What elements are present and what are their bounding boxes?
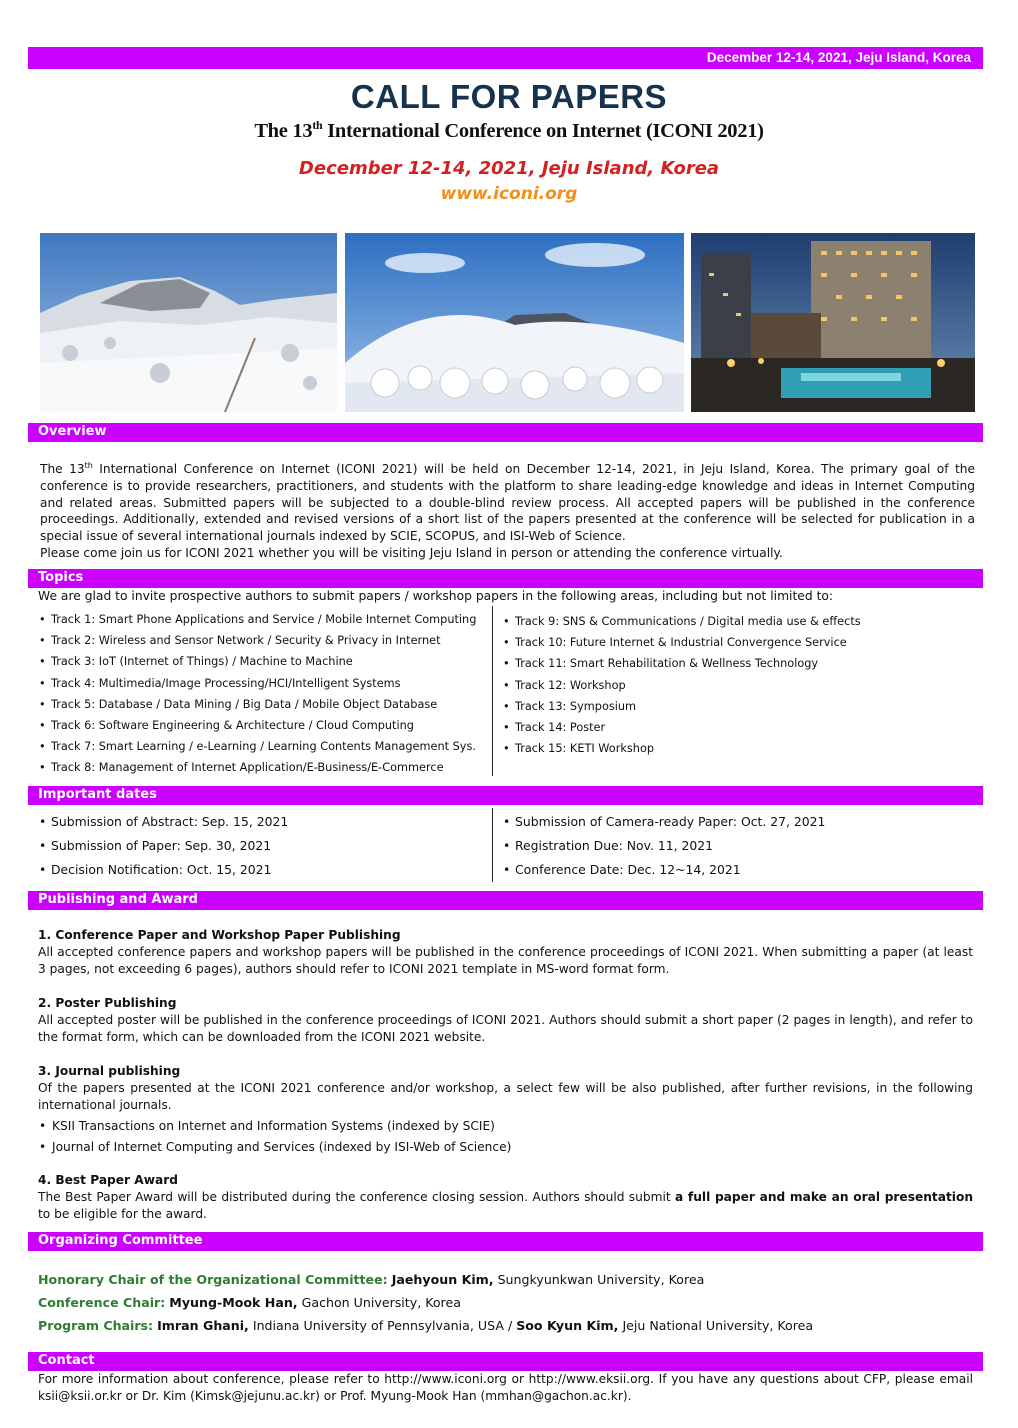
committee-name: Myung-Mook Han, [169, 1295, 298, 1310]
dates-list-right [502, 810, 972, 882]
committee-name: Imran Ghani, [157, 1318, 249, 1333]
page-title: CALL FOR PAPERS [350, 78, 668, 115]
list-item: • Track 14: Poster [502, 717, 972, 738]
publishing-text [38, 1189, 973, 1223]
conference-subtitle [0, 118, 1018, 143]
committee-affiliation: Indiana University of Pennsylvania, USA / [248, 1318, 517, 1333]
snowy-volcano-photo [345, 233, 684, 412]
overview-sup: th [84, 461, 93, 470]
list-item: • Track 10: Future Internet & Industrial Convergence Service [502, 632, 972, 653]
award-text-part: to be eligible for the award. [38, 1207, 207, 1221]
top-banner [28, 47, 983, 69]
subtitle-part: The 13 [254, 119, 313, 142]
committee-name: Soo Kyun Kim, [516, 1318, 619, 1333]
list-item: • Track 6: Software Engineering & Architecture / Cloud Computing [38, 715, 488, 736]
publishing-heading: 4. Best Paper Award [38, 1173, 178, 1187]
committee-role: Honorary Chair of the Organizational Committee: [38, 1272, 388, 1287]
committee-role: Conference Chair: [38, 1295, 166, 1310]
publishing-heading: 1. Conference Paper and Workshop Paper Publishing [38, 928, 401, 942]
list-item: • Track 12: Workshop [502, 675, 972, 696]
contact-section-header [28, 1352, 983, 1371]
list-item: • Track 1: Smart Phone Applications and Service / Mobile Internet Computing [38, 609, 488, 630]
topics-intro: We are glad to invite prospective authors to submit papers / workshop papers in the following areas, including but not limited to: [38, 589, 834, 603]
journal-list [38, 1116, 973, 1158]
section-title: Overview [38, 424, 107, 439]
overview-invitation: Please come join us for ICONI 2021 whether you will be visiting Jeju Island in person or attending the conference virtually. [40, 546, 783, 561]
publishing-heading: 3. Journal publishing [38, 1064, 181, 1078]
subtitle-part: International Conference on Internet (ICONI 2021) [322, 119, 764, 142]
list-item: • Track 15: KETI Workshop [502, 738, 972, 759]
section-title: Topics [38, 570, 84, 585]
list-item: • Track 5: Database / Data Mining / Big Data / Mobile Object Database [38, 694, 488, 715]
list-item: • Submission of Camera-ready Paper: Oct. 27, 2021 [502, 810, 972, 834]
committee-row-conference-chair [38, 1295, 461, 1310]
list-item: • Registration Due: Nov. 11, 2021 [502, 834, 972, 858]
section-title: Publishing and Award [38, 892, 198, 907]
committee-row-program-chairs [38, 1318, 813, 1333]
list-item: • Submission of Paper: Sep. 30, 2021 [38, 834, 488, 858]
overview-text-part: The 13 [40, 462, 85, 477]
list-item: • Track 9: SNS & Communications / Digital media use & effects [502, 611, 972, 632]
contact-text: For more information about conference, please refer to http://www.iconi.org or http://www.eksii.org. If you have any questions about CFP, please email ksii@ksii.or.kr or Dr. Kim (Kimsk@jejunu.ac.kr) or Prof. Myung-Mook Han (mmhan@gachon.ac.kr). [38, 1372, 973, 1403]
award-text-bold: a full paper and make an oral presentation [674, 1190, 973, 1204]
publishing-section-header [28, 891, 983, 910]
section-title: Organizing Committee [38, 1233, 203, 1248]
column-divider [492, 808, 493, 882]
overview-text-part: International Conference on Internet (ICONI 2021) will be held on December 12-14, 2021, in Jeju Island, Korea. The primary goal of the conference is to provide researchers, practitioners, and students with the platform to share leading-edge knowledge and ideas in Internet Computing and related areas. Submitted papers will be subjected to a double-blind review process. All accepted papers will be published in the conference proceedings. Additionally, extended and revised versions of a short list of the papers presented at the conference will be selected for publication in a special issue of several international journals indexed by SCIE, SCOPUS, and ISI-Web of Science. [40, 462, 975, 544]
committee-affiliation: Sungkyunkwan University, Korea [493, 1272, 705, 1287]
list-item: • Track 13: Symposium [502, 696, 972, 717]
list-item: • Submission of Abstract: Sep. 15, 2021 [38, 810, 488, 834]
dates-list-left [38, 810, 488, 882]
publishing-content [38, 927, 973, 1223]
section-title: Important dates [38, 787, 157, 802]
list-item: • Track 8: Management of Internet Application/E-Business/E-Commerce [38, 757, 488, 778]
topics-section-header [28, 569, 983, 588]
publishing-text: All accepted poster will be published in the conference proceedings of ICONI 2021. Authors should submit a short paper (2 pages in length), and refer to the format form, which can be downloaded from the ICONI 2021 website. [38, 1013, 973, 1044]
committee-affiliation: Gachon University, Korea [297, 1295, 461, 1310]
list-item: • Track 2: Wireless and Sensor Network / Security & Privacy in Internet [38, 630, 488, 651]
topics-list-right [502, 611, 972, 759]
list-item: • KSII Transactions on Internet and Information Systems (indexed by SCIE) [38, 1116, 973, 1137]
overview-text [40, 458, 975, 562]
committee-affiliation: Jeju National University, Korea [618, 1318, 814, 1333]
committee-name: Jaehyoun Kim, [391, 1272, 494, 1287]
list-item: • Track 11: Smart Rehabilitation & Wellness Technology [502, 653, 972, 674]
hotel-night-photo [691, 233, 975, 412]
committee-role: Program Chairs: [38, 1318, 154, 1333]
subtitle-sup: th [312, 118, 323, 132]
list-item: • Track 3: IoT (Internet of Things) / Machine to Machine [38, 651, 488, 672]
list-item: • Conference Date: Dec. 12~14, 2021 [502, 858, 972, 882]
snowy-mountain-trail-photo [40, 233, 337, 412]
list-item: • Track 7: Smart Learning / e-Learning / Learning Contents Management Sys. [38, 736, 488, 757]
list-item: • Journal of Internet Computing and Services (indexed by ISI-Web of Science) [38, 1137, 973, 1158]
column-divider [492, 606, 493, 776]
topics-list-left [38, 609, 488, 779]
overview-section-header [28, 423, 983, 442]
conference-dateline: December 12-14, 2021, Jeju Island, Korea [298, 158, 720, 179]
committee-section-header [28, 1232, 983, 1251]
award-text-part: The Best Paper Award will be distributed during the conference closing session. Authors should submit [38, 1190, 675, 1204]
conference-website-link[interactable]: www.iconi.org [440, 184, 578, 204]
publishing-text: Of the papers presented at the ICONI 2021 conference and/or workshop, a select few will be also published, after further revisions, in the following international journals. [38, 1081, 973, 1112]
dates-section-header [28, 786, 983, 805]
list-item: • Track 4: Multimedia/Image Processing/HCI/Intelligent Systems [38, 673, 488, 694]
section-title: Contact [38, 1353, 95, 1368]
top-banner-text: December 12-14, 2021, Jeju Island, Korea [706, 50, 971, 65]
committee-row-honorary [38, 1272, 704, 1287]
list-item: • Decision Notification: Oct. 15, 2021 [38, 858, 488, 882]
publishing-text: All accepted conference papers and workshop papers will be published in the conference proceedings of ICONI 2021. When submitting a paper (at least 3 pages, not exceeding 6 pages), authors should refer to ICONI 2021 template in MS-word format form. [38, 945, 973, 976]
publishing-heading: 2. Poster Publishing [38, 996, 177, 1010]
